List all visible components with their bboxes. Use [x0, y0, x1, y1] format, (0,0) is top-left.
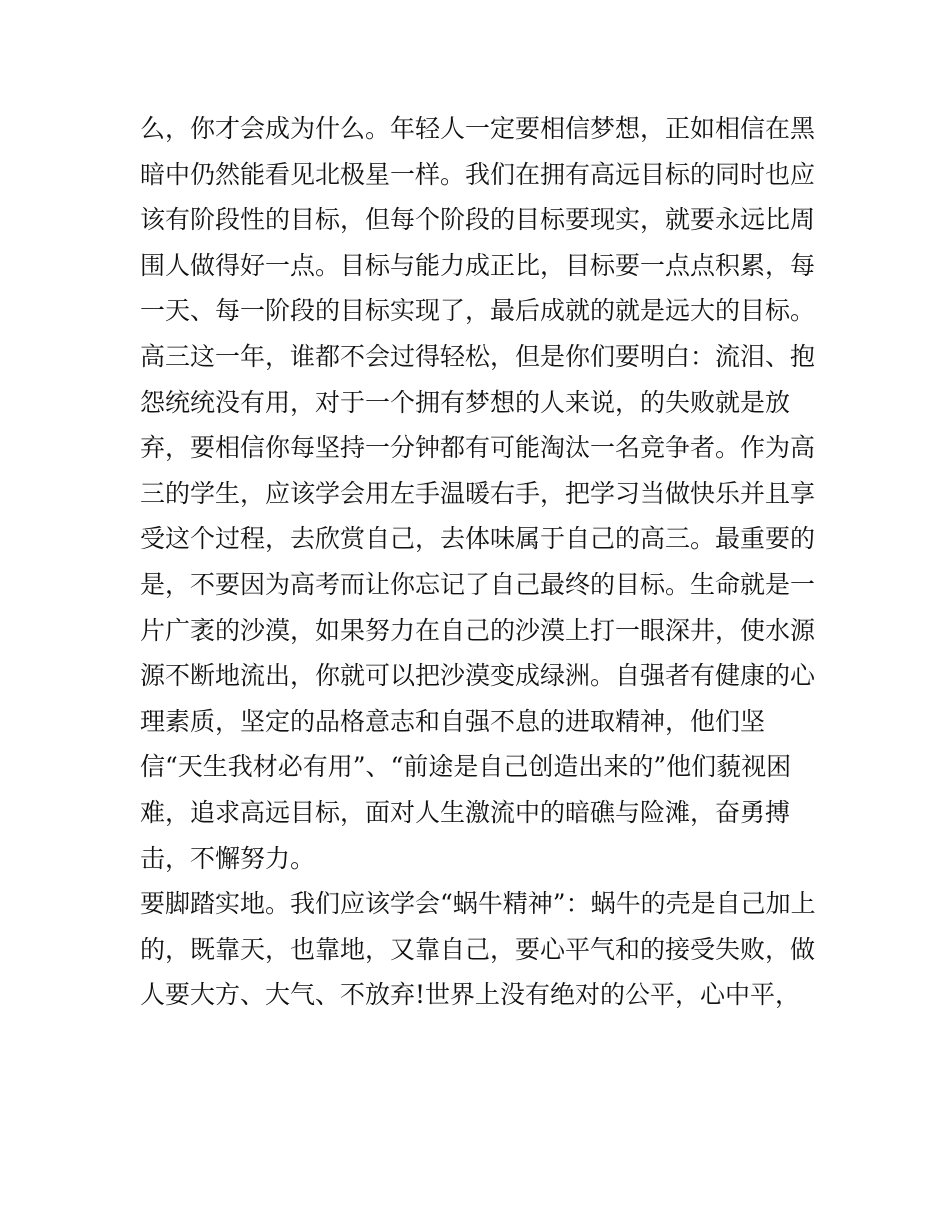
text-line: 击，不懈努力。 — [140, 843, 316, 873]
text-line: 源不断地流出，你就可以把沙漠变成绿洲。自强者有健康的心 — [140, 661, 816, 691]
text-line: 暗中仍然能看见北极星一样。我们在拥有高远目标的同时也应 — [140, 159, 816, 189]
text-line: 么，你才会成为什么。年轻人一定要相信梦想，正如相信在黑 — [140, 114, 816, 143]
text-line: 一天、每一阶段的目标实现了，最后成就的就是远大的目标。 — [140, 296, 816, 326]
text-line: 弃，要相信你每坚持一分钟都有可能淘汰一名竞争者。作为高 — [140, 433, 816, 463]
text-line: 的，既靠天，也靠地，又靠自己，要心平气和的接受失败，做 — [140, 934, 816, 964]
text-line: 人要大方、大气、不放弃!世界上没有绝对的公平，心中平， — [140, 980, 801, 1010]
text-line: 要脚踏实地。我们应该学会“蜗牛精神”：蜗牛的壳是自己加上 — [140, 889, 816, 919]
text-line: 高三这一年，谁都不会过得轻松，但是你们要明白：流泪、抱 — [140, 341, 816, 371]
text-line: 怨统统没有用，对于一个拥有梦想的人来说，的失败就是放 — [140, 387, 791, 417]
text-line: 理素质，坚定的品格意志和自强不息的进取精神，他们坚 — [140, 706, 766, 736]
text-line: 是，不要因为高考而让你忘记了自己最终的目标。生命就是一 — [140, 569, 816, 599]
body-text — [140, 106, 830, 1018]
text-line: 受这个过程，去欣赏自己，去体味属于自己的高三。最重要的 — [140, 524, 816, 554]
text-line: 该有阶段性的目标，但每个阶段的目标要现实，就要永远比周 — [140, 205, 816, 235]
text-line: 难，追求高远目标，面对人生激流中的暗礁与险滩，奋勇搏 — [140, 797, 791, 827]
text-line: 片广袤的沙漠，如果努力在自己的沙漠上打一眼深井，使水源 — [140, 615, 816, 645]
text-line: 信“天生我材必有用”、“前途是自己创造出来的”他们藐视困 — [140, 752, 792, 782]
text-line: 三的学生，应该学会用左手温暖右手，把学习当做快乐并且享 — [140, 478, 816, 508]
text-line: 围人做得好一点。目标与能力成正比，目标要一点点积累，每 — [140, 250, 816, 280]
